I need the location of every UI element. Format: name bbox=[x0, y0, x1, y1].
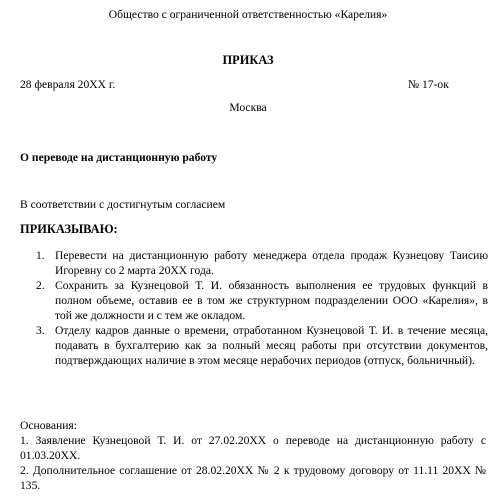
organization-name: Общество с ограниченной ответственностью «Карелия» bbox=[108, 8, 388, 21]
order-item bbox=[20, 248, 488, 278]
document-number: № 17-ок bbox=[408, 78, 449, 91]
order-items-list bbox=[20, 248, 488, 368]
basis-item: 2. Дополнительное соглашение от 28.02.20XX № 2 к трудовому договору от 11.11 20XX № 135. bbox=[20, 464, 486, 492]
order-heading: ПРИКАЗЫВАЮ: bbox=[20, 222, 118, 236]
order-item bbox=[20, 323, 488, 368]
order-item-text: Перевести на дистанционную работу менеджера отдела продаж Кузнецову Таисию Игоревну со 2 марта 20XX года. bbox=[55, 249, 488, 277]
order-item bbox=[20, 278, 488, 323]
basis-item: 1. Заявление Кузнецовой Т. И. от 27.02.20XX о переводе на дистанционную работу с 01.03.20XX. bbox=[20, 434, 486, 462]
order-item-text: Отделу кадров данные о времени, отработанном Кузнецовой Т. И. в течение месяца, подавать в бухгалтерию как за полный месяц работы при отсутствии документов, подтверждающих наличие в этом месяце нерабочих периодов (отпуск, больничный). bbox=[55, 324, 488, 367]
order-item-number: 2. bbox=[36, 279, 45, 292]
document-city: Москва bbox=[229, 101, 267, 114]
document-subject: О переводе на дистанционную работу bbox=[20, 151, 218, 164]
basis-label: Основания: bbox=[20, 419, 77, 432]
document-date: 28 февраля 20XX г. bbox=[20, 78, 116, 91]
order-item-text: Сохранить за Кузнецовой Т. И. обязанность выполнения ее трудовых функций в полном объеме, оставив ее в том же структурном подразделении ООО «Карелия», в той же должности и с тем же окладом. bbox=[55, 279, 488, 322]
order-item-number: 3. bbox=[36, 324, 45, 337]
order-item-number: 1. bbox=[36, 249, 45, 262]
preamble-text: В соответствии с достигнутым согласием bbox=[20, 198, 226, 211]
document-title: ПРИКАЗ bbox=[222, 53, 274, 67]
